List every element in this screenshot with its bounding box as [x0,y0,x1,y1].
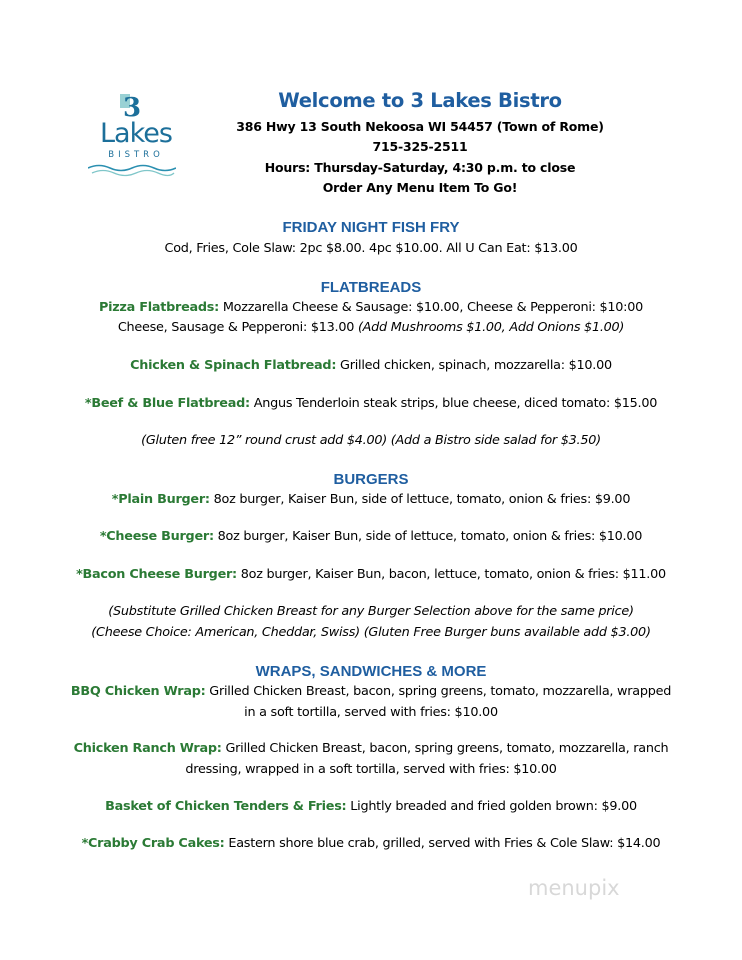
item-name: BBQ Chicken Wrap: [70,684,206,699]
menu-item-chicken-ranch-wrap-cont: dressing, wrapped in a soft tortilla, served with fries: $10.00 [185,762,557,777]
item-name: *Cheese Burger: [99,529,214,544]
phone: 715-325-2511 [372,139,468,154]
item-name: Basket of Chicken Tenders & Fries: [105,799,347,814]
item-desc: Lightly breaded and fried golden brown: $9.00 [346,799,637,814]
burgers-heading: BURGERS [333,471,409,488]
address: 386 Hwy 13 South Nekoosa WI 54457 (Town of Rome) [236,119,604,134]
menu-item-crab-cakes [0,836,742,851]
flatbreads-note: (Gluten free 12” round crust add $4.00) (Add a Bistro side salad for $3.50) [141,433,601,448]
item-desc: Cheese, Sausage & Pepperoni: $13.00 [117,320,358,335]
item-desc: Angus Tenderloin steak strips, blue cheese, diced tomato: $15.00 [249,396,658,411]
menu-item-beef-blue-flatbread [0,396,742,411]
menu-item-cheese-burger [0,529,742,544]
hours: Hours: Thursday-Saturday, 4:30 p.m. to close [264,160,576,175]
item-name: Chicken & Spinach Flatbread: [130,358,337,373]
menu-item-bbq-chicken-wrap-cont: in a soft tortilla, served with fries: $10.00 [244,705,498,720]
wave-icon [88,162,176,178]
item-desc: Eastern shore blue crab, grilled, served with Fries & Cole Slaw: $14.00 [224,836,661,851]
fish-fry-heading: FRIDAY NIGHT FISH FRY [282,219,460,236]
menu-item-pizza-flatbreads [0,300,742,315]
item-desc: Grilled Chicken Breast, bacon, spring greens, tomato, mozzarella, ranch [221,741,669,756]
menu-item-chicken-spinach-flatbread [0,358,742,373]
bistro-logo [88,92,176,182]
menu-item-pizza-flatbreads-cont [0,320,742,335]
menupix-watermark: menupix [528,876,620,900]
logo-sub: BISTRO [108,150,164,160]
logo-word: Lakes [100,118,172,149]
menu-item-chicken-tenders [0,799,742,814]
item-desc: 8oz burger, Kaiser Bun, bacon, lettuce, tomato, onion & fries: $11.00 [236,567,666,582]
flatbreads-heading: FLATBREADS [320,279,422,296]
page-title: Welcome to 3 Lakes Bistro [278,89,562,112]
item-name: Chicken Ranch Wrap: [73,741,222,756]
menu-item-chicken-ranch-wrap [0,741,742,756]
item-note: (Add Mushrooms $1.00, Add Onions $1.00) [357,320,625,335]
burgers-note-cheese: (Cheese Choice: American, Cheddar, Swiss) (Gluten Free Burger buns available add $3.00) [91,625,651,640]
item-desc: Grilled chicken, spinach, mozzarella: $10.00 [336,358,612,373]
item-name: *Plain Burger: [111,492,210,507]
item-name: *Bacon Cheese Burger: [76,567,237,582]
item-desc: 8oz burger, Kaiser Bun, side of lettuce, tomato, onion & fries: $10.00 [213,529,643,544]
item-desc: 8oz burger, Kaiser Bun, side of lettuce, tomato, onion & fries: $9.00 [209,492,631,507]
item-name: Pizza Flatbreads: [98,300,220,315]
item-desc: Mozzarella Cheese & Sausage: $10.00, Cheese & Pepperoni: $10:00 [219,300,644,315]
item-desc: Grilled Chicken Breast, bacon, spring greens, tomato, mozzarella, wrapped [205,684,672,699]
menu-item-bbq-chicken-wrap [0,684,742,699]
burgers-note-substitute: (Substitute Grilled Chicken Breast for any Burger Selection above for the same price) [108,604,634,619]
to-go-note: Order Any Menu Item To Go! [322,180,518,195]
menu-item-bacon-cheese-burger [0,567,742,582]
fish-fry-line: Cod, Fries, Cole Slaw: 2pc $8.00. 4pc $10.00. All U Can Eat: $13.00 [164,241,578,256]
item-name: *Beef & Blue Flatbread: [84,396,250,411]
wraps-heading: WRAPS, SANDWICHES & MORE [255,663,487,680]
menu-item-plain-burger [0,492,742,507]
item-name: *Crabby Crab Cakes: [81,836,225,851]
svg-text:3: 3 [122,93,142,122]
